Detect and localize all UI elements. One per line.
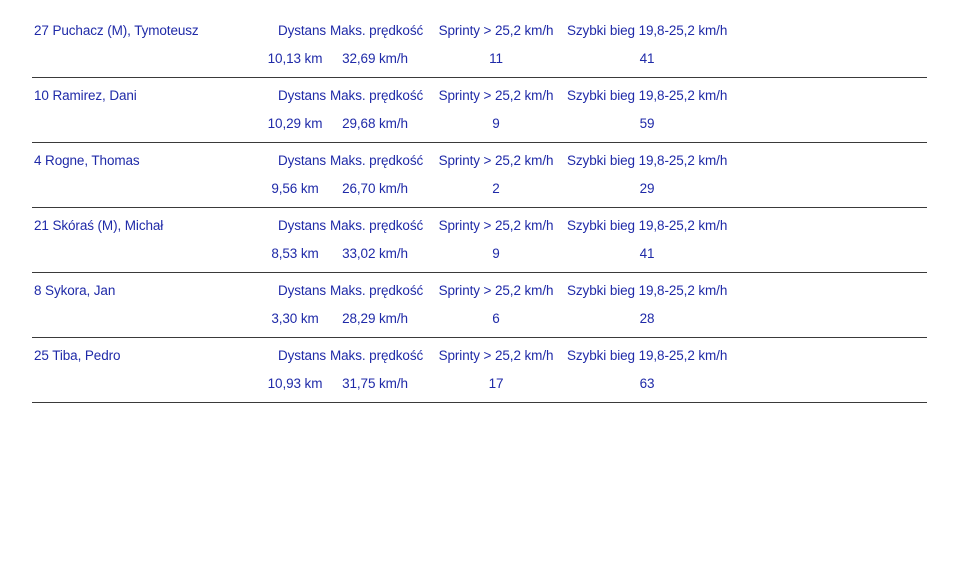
fast-runs-label: Szybki bieg 19,8-25,2 km/h <box>567 218 728 233</box>
sprints-value: 6 <box>492 311 500 326</box>
sprints-value: 11 <box>489 51 503 66</box>
fast-runs-label: Szybki bieg 19,8-25,2 km/h <box>567 88 728 103</box>
fast-runs-value: 41 <box>639 246 655 261</box>
max-speed-value: 31,75 km/h <box>342 376 408 391</box>
fast-runs-label: Szybki bieg 19,8-25,2 km/h <box>567 283 728 298</box>
player-name: 4 Rogne, Thomas <box>34 153 140 168</box>
max-speed-label: Maks. prędkość <box>330 218 424 233</box>
sprints-value: 17 <box>488 376 504 391</box>
player-name: 27 Puchacz (M), Tymoteusz <box>34 23 199 38</box>
max-speed-label: Maks. prędkość <box>330 348 424 363</box>
distance-value: 3,30 km <box>271 311 319 326</box>
sprints-label: Sprinty > 25,2 km/h <box>438 153 554 168</box>
distance-label: Dystans <box>277 348 327 363</box>
player-row <box>32 209 927 273</box>
player-row <box>32 79 927 143</box>
fast-runs-value: 28 <box>639 311 655 326</box>
distance-value: 9,56 km <box>271 181 319 196</box>
sprints-label: Sprinty > 25,2 km/h <box>438 348 554 363</box>
max-speed-value: 32,69 km/h <box>342 51 408 66</box>
player-row <box>32 14 927 78</box>
sprints-label: Sprinty > 25,2 km/h <box>438 218 554 233</box>
fast-runs-label: Szybki bieg 19,8-25,2 km/h <box>567 153 728 168</box>
max-speed-label: Maks. prędkość <box>330 88 424 103</box>
player-name: 10 Ramirez, Dani <box>34 88 137 103</box>
distance-label: Dystans <box>277 153 327 168</box>
max-speed-label: Maks. prędkość <box>330 153 424 168</box>
distance-value: 10,13 km <box>267 51 323 66</box>
player-row <box>32 339 927 403</box>
max-speed-value: 33,02 km/h <box>342 246 408 261</box>
sprints-label: Sprinty > 25,2 km/h <box>438 283 554 298</box>
player-name: 25 Tiba, Pedro <box>34 348 121 363</box>
distance-label: Dystans <box>277 23 327 38</box>
player-row <box>32 144 927 208</box>
max-speed-label: Maks. prędkość <box>330 23 424 38</box>
sprints-label: Sprinty > 25,2 km/h <box>438 23 554 38</box>
player-stats-list <box>32 14 927 403</box>
fast-runs-label: Szybki bieg 19,8-25,2 km/h <box>567 23 728 38</box>
max-speed-label: Maks. prędkość <box>330 283 424 298</box>
distance-value: 8,53 km <box>271 246 319 261</box>
distance-label: Dystans <box>277 88 327 103</box>
distance-label: Dystans <box>277 218 327 233</box>
sprints-value: 9 <box>492 116 500 131</box>
player-row <box>32 274 927 338</box>
fast-runs-value: 41 <box>639 51 655 66</box>
distance-value: 10,93 km <box>267 376 323 391</box>
sprints-value: 9 <box>492 246 500 261</box>
sprints-value: 2 <box>492 181 500 196</box>
max-speed-value: 26,70 km/h <box>342 181 408 196</box>
fast-runs-value: 63 <box>639 376 655 391</box>
fast-runs-label: Szybki bieg 19,8-25,2 km/h <box>567 348 728 363</box>
player-name: 8 Sykora, Jan <box>34 283 116 298</box>
max-speed-value: 28,29 km/h <box>342 311 408 326</box>
sprints-label: Sprinty > 25,2 km/h <box>438 88 554 103</box>
fast-runs-value: 29 <box>639 181 655 196</box>
max-speed-value: 29,68 km/h <box>342 116 408 131</box>
distance-value: 10,29 km <box>267 116 323 131</box>
distance-label: Dystans <box>277 283 327 298</box>
fast-runs-value: 59 <box>639 116 655 131</box>
player-name: 21 Skóraś (M), Michał <box>34 218 164 233</box>
